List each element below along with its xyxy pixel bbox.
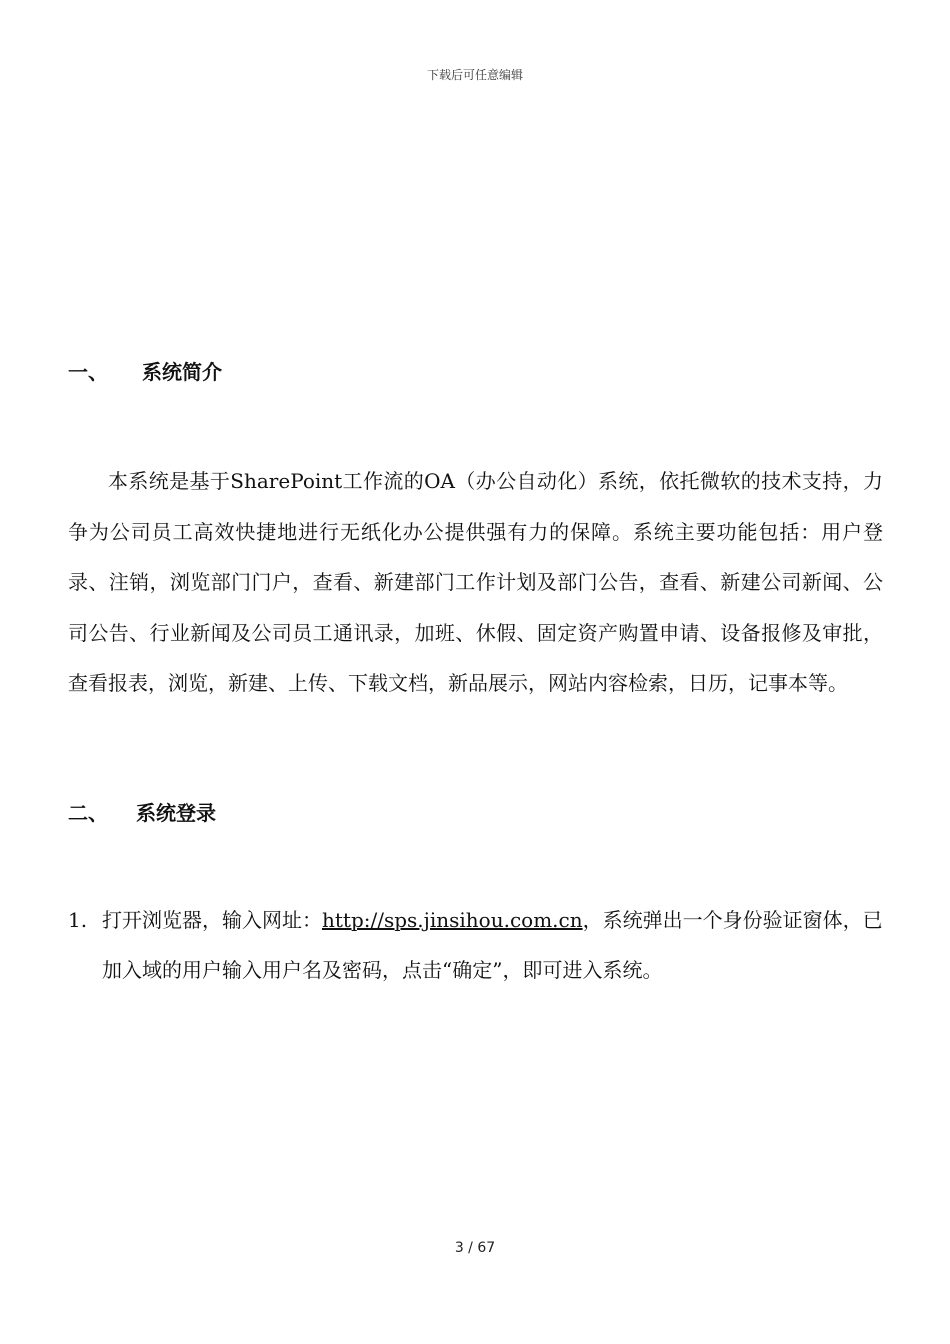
section-heading-login <box>68 797 216 826</box>
list-item <box>68 895 898 995</box>
list-item-text-before: 打开浏览器，输入网址： <box>102 908 322 932</box>
page-number: 3 / 67 <box>454 1240 496 1256</box>
header-note: 下载后可任意编辑 <box>426 68 523 82</box>
system-url-link[interactable]: http://sps.jinsihou.com.cn <box>322 908 583 932</box>
list-item-number: 1. <box>68 908 88 932</box>
login-steps-list <box>68 895 898 995</box>
intro-paragraph: 本系统是基于SharePoint工作流的OA（办公自动化）系统，依托微软的技术支持，力争为公司员工高效快捷地进行无纸化办公提供强有力的保障。系统主要功能包括：用户登录、注销，浏览部门门户，查看、新建部门工作计划及部门公告，查看、新建公司新闻、公司公告、行业新闻及公司员工通讯录，加班、休假、固定资产购置申请、设备报修及审批，查看报表，浏览，新建、上传、下载文档，新品展示，网站内容检索，日历，记事本等。 <box>68 469 883 695</box>
section-number: 一、 <box>68 360 108 384</box>
list-item-body <box>102 895 898 995</box>
section-title: 系统登录 <box>136 801 216 825</box>
section-title: 系统简介 <box>142 360 222 384</box>
list-item-text-after: ，系统弹出一个身份验证窗体，已加入域的用户输入用户名及密码，点击“确定”，即可进入系统。 <box>102 908 883 982</box>
section-number: 二、 <box>68 801 108 825</box>
section-heading-intro <box>68 356 222 385</box>
